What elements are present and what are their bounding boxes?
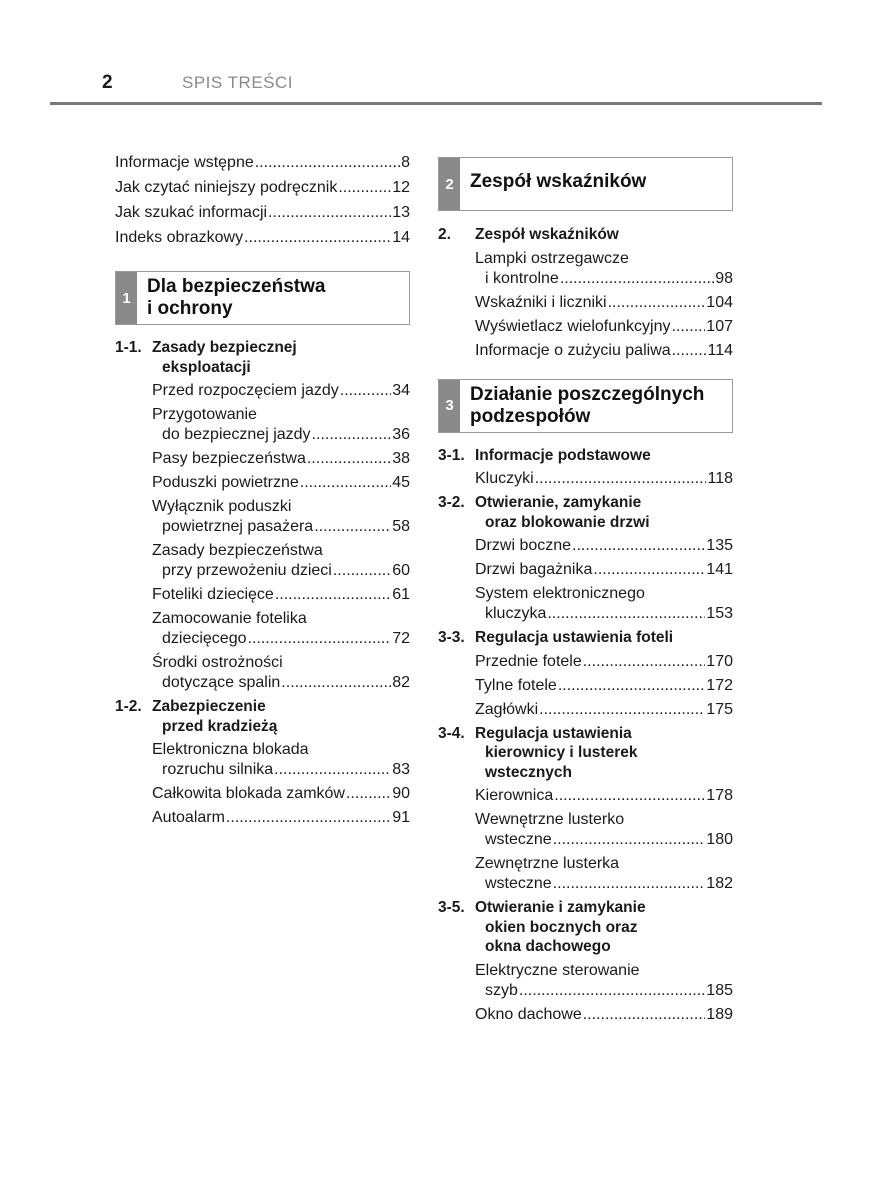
toc-page-number: 118 [707,470,733,487]
dot-leader [583,1005,706,1025]
toc-page-number: 36 [392,426,410,443]
dot-leader [553,874,706,894]
dot-leader [312,425,392,445]
toc-entry-text: Elektryczne sterowanie [475,961,640,979]
toc-entry-text: Autoalarm [152,809,225,826]
toc-entry-text: dotyczące spalin [162,674,281,691]
dot-leader [248,629,392,649]
page-header [50,66,822,106]
section-title [475,225,733,245]
toc-entry-text: Drzwi boczne [475,537,572,554]
dot-leader [593,560,705,580]
section-title-line: Regulacja ustawienia foteli [475,629,674,646]
section-title-line: eksploatacji [162,358,251,376]
section-title-line: Zasady bezpiecznej [152,339,297,356]
toc-entry-text: Kierownica [475,787,554,804]
toc-entry-text: Lampki ostrzegawcze [475,249,629,267]
toc-entry-text: do bezpiecznej jazdy [162,426,311,443]
toc-entry-text: Wyłącznik poduszki [152,498,292,515]
toc-entry[interactable] [115,381,410,401]
toc-entry[interactable] [438,786,733,806]
toc-entry[interactable] [438,249,733,289]
toc-entry-text: Zewnętrzne lusterka [475,855,620,872]
dot-leader [307,449,391,469]
toc-entry[interactable] [115,497,410,537]
section-number: 3-3. [438,629,465,646]
toc-entry[interactable] [438,317,733,337]
toc-page-number: 98 [715,269,733,287]
toc-entry-text: Wewnętrzne lusterko [475,811,625,828]
chapter-title-line: Zespół wskaźników [470,171,647,192]
toc-entry-text: Przednie fotele [475,652,582,670]
toc-entry-text: Zasady bezpieczeństwa [152,542,323,559]
chapter-3-header[interactable] [438,379,733,433]
toc-page-number: 12 [392,179,410,196]
toc-entry-text: Pasy bezpieczeństwa [152,450,306,467]
section-title [152,697,410,736]
toc-page-number: 178 [706,787,733,804]
section-heading[interactable] [115,697,410,736]
toc-entry[interactable] [438,1005,733,1025]
section-title [475,628,733,648]
toc-entry[interactable] [115,740,410,780]
toc-entry[interactable] [438,854,733,894]
toc-entry[interactable] [438,341,733,361]
chapter-title [137,272,325,324]
section-title-line: Regulacja ustawienia [475,724,632,742]
toc-entry-text: Przed rozpoczęciem jazdy [152,382,339,399]
toc-entry[interactable] [115,609,410,649]
toc-page-number: 141 [706,561,733,578]
toc-entry[interactable] [438,652,733,672]
toc-entry-text: Wskaźniki i liczniki [475,293,607,311]
section-title-line: Otwieranie, zamykanie [475,494,642,511]
chapter-title [460,158,646,210]
toc-page-number: 180 [706,831,733,848]
toc-entry[interactable] [115,449,410,469]
toc-entry[interactable] [115,808,410,828]
toc-page-number: 90 [392,785,410,802]
toc-entry-text: rozruchu silnika [162,761,274,778]
dot-leader [300,473,391,493]
dot-leader [519,981,705,1001]
toc-entry[interactable] [115,178,410,198]
toc-entry[interactable] [115,203,410,223]
toc-left-column [115,153,410,828]
toc-entry-text: Okno dachowe [475,1005,582,1023]
dot-leader [672,341,707,361]
section-heading[interactable] [438,493,733,532]
toc-entry[interactable] [115,473,410,493]
chapter-title-line: podzespołów [470,405,591,427]
section-number: 1-1. [115,339,142,356]
toc-page-number: 185 [706,981,733,999]
dot-leader [314,517,391,537]
toc-entry[interactable] [438,810,733,850]
dot-leader [274,760,391,780]
dot-leader [333,561,391,581]
dot-leader [547,604,705,624]
toc-entry[interactable] [438,584,733,624]
section-title-line: okna dachowego [485,938,611,955]
toc-entry-text: Wyświetlacz wielofunkcyjny [475,317,671,335]
page-number: 2 [102,72,113,93]
toc-page-number: 182 [706,875,733,892]
section-title-line: przed kradzieżą [162,717,278,735]
section-title [475,493,733,532]
section-title-line: oraz blokowanie drzwi [485,513,650,531]
toc-entry-text: szyb [485,981,518,999]
section-heading[interactable] [438,724,733,783]
section-title [475,446,733,466]
toc-entry[interactable] [438,469,733,489]
toc-entry-text: Jak szukać informacji [115,204,268,221]
toc-entry[interactable] [438,536,733,556]
section-title-line: Informacje podstawowe [475,446,651,464]
chapter-title-line: Dla bezpieczeństwa [147,276,326,297]
toc-entry-text: Jak czytać niniejszy podręcznik [115,179,338,196]
toc-page-number: 135 [706,537,733,554]
toc-entry[interactable] [115,784,410,804]
dot-leader [560,269,714,289]
section-heading[interactable] [438,225,733,245]
toc-entry-text: Elektroniczna blokada [152,741,309,758]
section-number: 2. [438,226,451,243]
chapter-2-header[interactable] [438,157,733,211]
toc-entry-text: Całkowita blokada zamków [152,785,345,802]
toc-entry-text: wsteczne [485,875,552,892]
section-title-line: okien bocznych oraz [485,918,638,936]
toc-page-number: 58 [392,518,410,535]
toc-entry-text: kluczyka [485,605,547,622]
toc-entry-text: Drzwi bagażnika [475,561,593,578]
toc-page-number: 170 [706,652,733,670]
toc-entry[interactable] [115,228,410,248]
toc-page-number: 60 [392,562,410,579]
toc-entry[interactable] [438,676,733,696]
chapter-title-line: i ochrony [147,298,233,319]
toc-entry[interactable] [438,700,733,720]
chapter-number-tab: 2 [439,158,460,210]
toc-entry-text: wsteczne [485,831,552,848]
dot-leader [572,536,705,556]
toc-entry-text: Foteliki dziecięce [152,586,274,603]
toc-entry[interactable] [438,560,733,580]
toc-entry-text: Indeks obrazkowy [115,229,244,246]
dot-leader [275,585,391,605]
dot-leader [583,652,706,672]
toc-entry-text: Informacje o zużyciu paliwa [475,341,671,359]
dot-leader [554,786,705,806]
dot-leader [535,469,707,489]
toc-entry-text: dziecięcego [162,630,247,647]
toc-page-number: 175 [706,700,733,718]
toc-entry-text: i kontrolne [485,269,559,287]
section-number: 3-4. [438,724,465,742]
page-title: SPIS TREŚCI [182,73,293,92]
toc-page-number: 45 [392,474,410,491]
section-title-line: Zabezpieczenie [152,698,266,715]
dot-leader [608,293,706,313]
dot-leader [244,228,391,248]
section-title-line: wstecznych [485,763,573,781]
toc-entry[interactable] [115,585,410,605]
toc-page-number: 153 [706,605,733,622]
section-title [152,338,410,377]
toc-page-number: 14 [392,229,410,246]
toc-entry-text: Środki ostrożności [152,654,283,671]
toc-entry-text: Informacje wstępne [115,154,254,171]
toc-page-number: 172 [706,676,733,694]
toc-entry[interactable] [438,961,733,1001]
chapter-title [460,380,704,432]
toc-entry-text: Kluczyki [475,470,534,487]
toc-entry-text: przy przewożeniu dzieci [162,562,332,579]
toc-entry-text: Tylne fotele [475,676,557,694]
toc-entry[interactable] [115,653,410,693]
section-title-line: Otwieranie i zamykanie [475,899,646,916]
dot-leader [226,808,391,828]
section-number: 3-2. [438,494,465,511]
toc-entry-text: powietrznej pasażera [162,518,314,535]
chapter-1-header[interactable] [115,271,410,325]
header-divider [50,102,822,105]
chapter-number-tab: 3 [439,380,460,432]
toc-entry[interactable] [115,541,410,581]
chapter-number-tab: 1 [116,272,137,324]
toc-entry-text: Zagłówki [475,700,539,718]
toc-page-number: 114 [707,341,733,359]
section-title-line: Zespół wskaźników [475,226,619,243]
dot-leader [671,317,705,337]
section-number: 1-2. [115,698,142,715]
dot-leader [346,784,391,804]
section-heading[interactable] [115,338,410,377]
section-title-line: kierownicy i lusterek [485,744,638,761]
toc-entry-text: System elektronicznego [475,585,645,602]
toc-page-number: 38 [392,450,410,467]
toc-page-number: 82 [392,674,410,691]
dot-leader [255,153,400,173]
toc-page-number: 91 [392,809,410,826]
dot-leader [281,673,391,693]
toc-entry-text: Przygotowanie [152,406,257,423]
toc-entry-text: Poduszki powietrzne [152,474,299,491]
toc-page-number: 189 [706,1005,733,1023]
section-title [475,898,733,957]
toc-entry[interactable] [115,405,410,445]
toc-entry[interactable] [438,293,733,313]
section-heading[interactable] [438,898,733,957]
dot-leader [268,203,391,223]
section-number: 3-5. [438,899,465,916]
dot-leader [539,700,705,720]
section-number: 3-1. [438,446,465,464]
section-heading[interactable] [438,446,733,466]
dot-leader [558,676,705,696]
toc-entry[interactable] [115,153,410,173]
toc-page-number: 34 [392,382,410,399]
toc-page-number: 107 [706,317,733,335]
section-title [475,724,733,783]
toc-entry-text: Zamocowanie fotelika [152,610,307,627]
dot-leader [340,381,391,401]
toc-page-number: 72 [392,630,410,647]
toc-right-column [438,157,733,1025]
dot-leader [338,178,391,198]
section-heading[interactable] [438,628,733,648]
toc-page-number: 8 [401,154,410,171]
toc-page-number: 83 [392,761,410,778]
toc-page-number: 61 [392,586,410,603]
dot-leader [553,830,706,850]
toc-page-number: 104 [706,293,733,311]
toc-page-number: 13 [392,204,410,221]
chapter-title-line: Działanie poszczególnych [470,383,705,405]
